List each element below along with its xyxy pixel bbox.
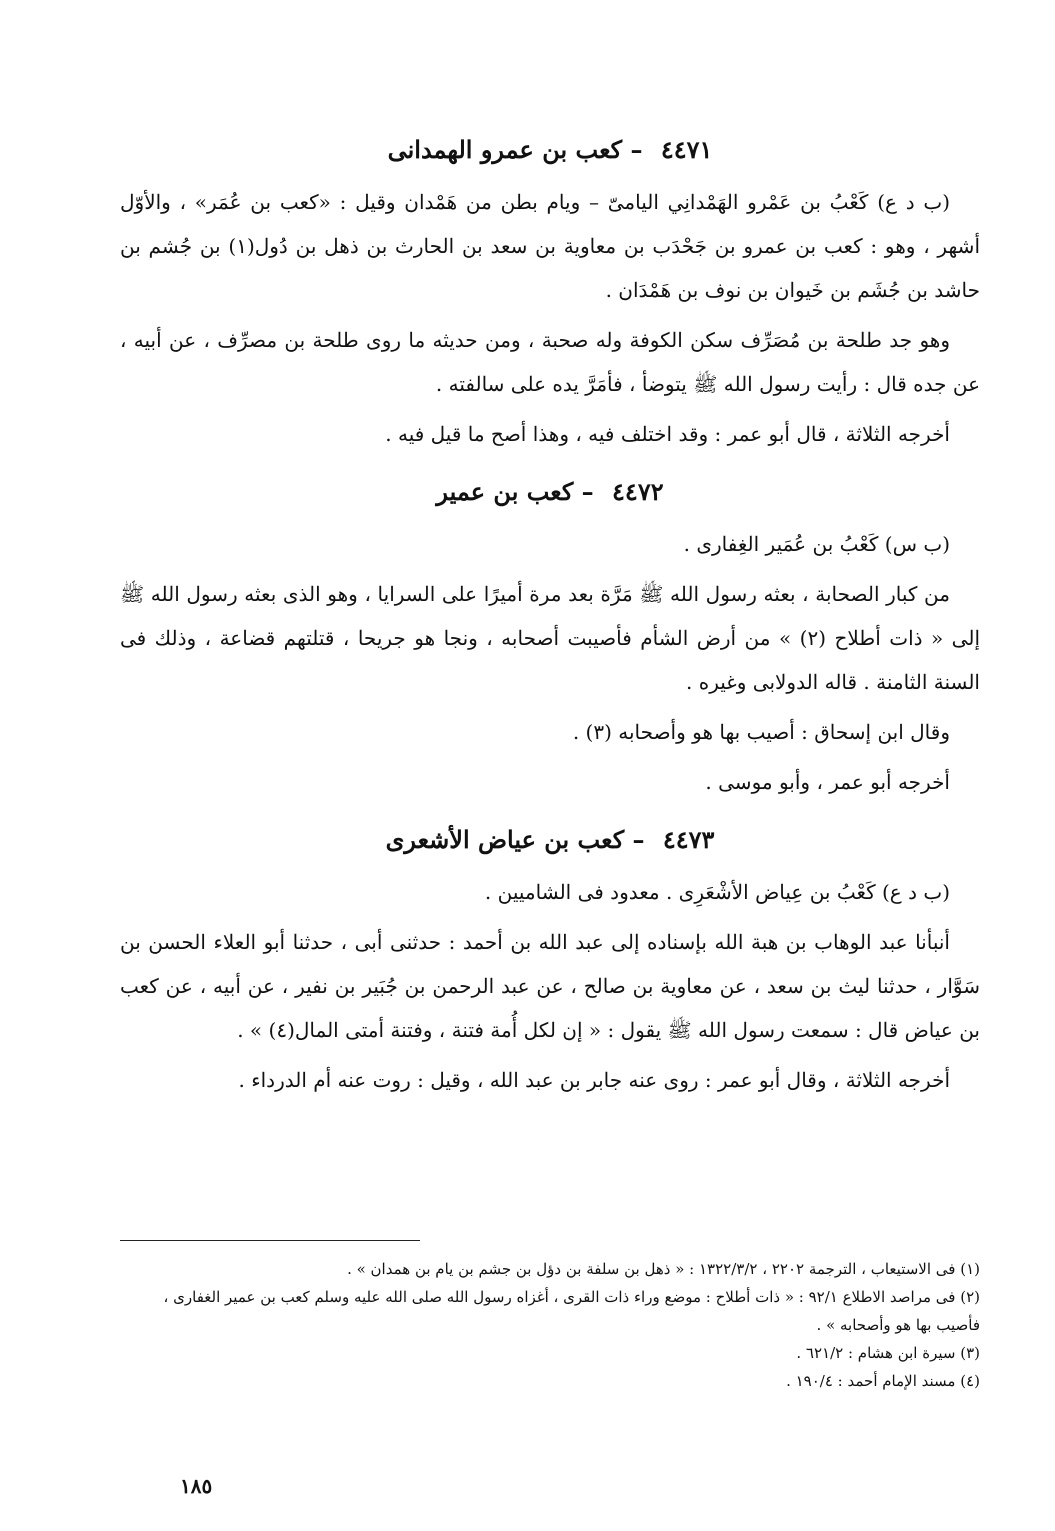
footnote: (٤) مسند الإمام أحمد : ١٩٠/٤ . — [786, 1372, 980, 1390]
paragraph: وهو جد طلحة بن مُصَرِّف سكن الكوفة وله صحبة ، ومن حديثه ما روى طلحة بن مصرِّف ، عن أبيه ، عن جده قال : رأيت رسول الله ﷺ يتوضأ ، فأمَرَّ يده على سالفته . — [120, 328, 980, 396]
main-text — [120, 130, 980, 1108]
entry-heading: كعب بن عمرو الهمدانى — [387, 135, 623, 164]
paragraph: أنبأنا عبد الوهاب بن هبة الله بإسناده إلى عبد الله بن أحمد : حدثنى أبى ، حدثنا أبو العلاء الحسن بن سَوَّار ، حدثنا ليث بن سعد ، عن معاوية بن صالح ، عن عبد الرحمن بن جُبَير بن نفير ، عن أبيه ، عن كعب بن عياض قال : سمعت رسول الله ﷺ يقول : « إن لكل أُمة فتنة ، وفتنة أمتى المال(٤) » . — [120, 930, 980, 1042]
entry-title — [120, 472, 980, 512]
entry-4472 — [120, 472, 980, 804]
paragraph: من كبار الصحابة ، بعثه رسول الله ﷺ مَرَّة بعد مرة أميرًا على السرايا ، وهو الذى بعثه رسول الله ﷺ إلى « ذات أطلاح (٢) » من أرض الشأم فأصيبت أصحابه ، ونجا هو جريحا ، قتلتهم قضاعة ، وذلك فى السنة الثامنة . قاله الدولابى وغيره . — [120, 582, 980, 694]
entry-title — [120, 820, 980, 860]
paragraph: (ب د ع) كَعْبُ بن عِياض الأشْعَرِى . معدود فى الشاميين . — [484, 880, 950, 904]
footnote: (١) فى الاستيعاب ، الترجمة ٢٢٠٢ ، ١٣٢٢/٣/٢ : « ذهل بن سلفة بن دؤل بن جشم بن يام بن همدان » . — [347, 1260, 980, 1278]
entry-title — [120, 130, 980, 170]
footnote: (٣) سيرة ابن هشام : ٦٢١/٢ . — [796, 1344, 980, 1362]
paragraph: أخرجه الثلاثة ، قال أبو عمر : وقد اختلف فيه ، وهذا أصح ما قيل فيه . — [385, 422, 950, 446]
entry-4471 — [120, 130, 980, 456]
paragraph: وقال ابن إسحاق : أصيب بها هو وأصحابه (٣) . — [572, 720, 950, 744]
entry-number: ٤٤٧١ — [660, 135, 713, 164]
entry-4473 — [120, 820, 980, 1102]
paragraph: (ب س) كَعْبُ بن عُمَير الغِفارى . — [683, 532, 950, 556]
paragraph: (ب د ع) كَعْبُ بن عَمْرو الهَمْدانِي اليامىّ – ويام بطن من هَمْدان وقيل : «كعب بن عُمَر» ، والأوّل أشهر ، وهو : كعب بن عمرو بن جَحْدَب بن معاوية بن سعد بن الحارث بن ذهل بن دُول(١) بن جُشم بن حاشد بن جُشَم بن خَيوان بن نوف بن هَمْدَان . — [120, 190, 980, 302]
footnote: (٢) فى مراصد الاطلاع ٩٢/١ : « ذات أطلاح : موضع وراء ذات القرى ، أغزاه رسول الله صلى الله عليه وسلم كعب بن عمير الغفارى ، فأصيب بها هو وأصحابه » . — [163, 1288, 980, 1334]
entry-number: ٤٤٧٣ — [662, 825, 715, 854]
entry-dash: – — [632, 825, 645, 854]
footnotes — [120, 1255, 980, 1395]
footnote-divider — [120, 1240, 420, 1241]
entry-number: ٤٤٧٢ — [612, 477, 664, 506]
page-number: ١٨٥ — [180, 1474, 213, 1498]
entry-dash: – — [581, 477, 594, 506]
paragraph: أخرجه أبو عمر ، وأبو موسى . — [705, 770, 950, 794]
entry-heading: كعب بن عياض الأشعرى — [385, 825, 625, 854]
entry-heading: كعب بن عمير — [436, 477, 574, 506]
entry-dash: – — [630, 135, 643, 164]
paragraph: أخرجه الثلاثة ، وقال أبو عمر : روى عنه جابر بن عبد الله ، وقيل : روت عنه أم الدرداء . — [238, 1068, 950, 1092]
